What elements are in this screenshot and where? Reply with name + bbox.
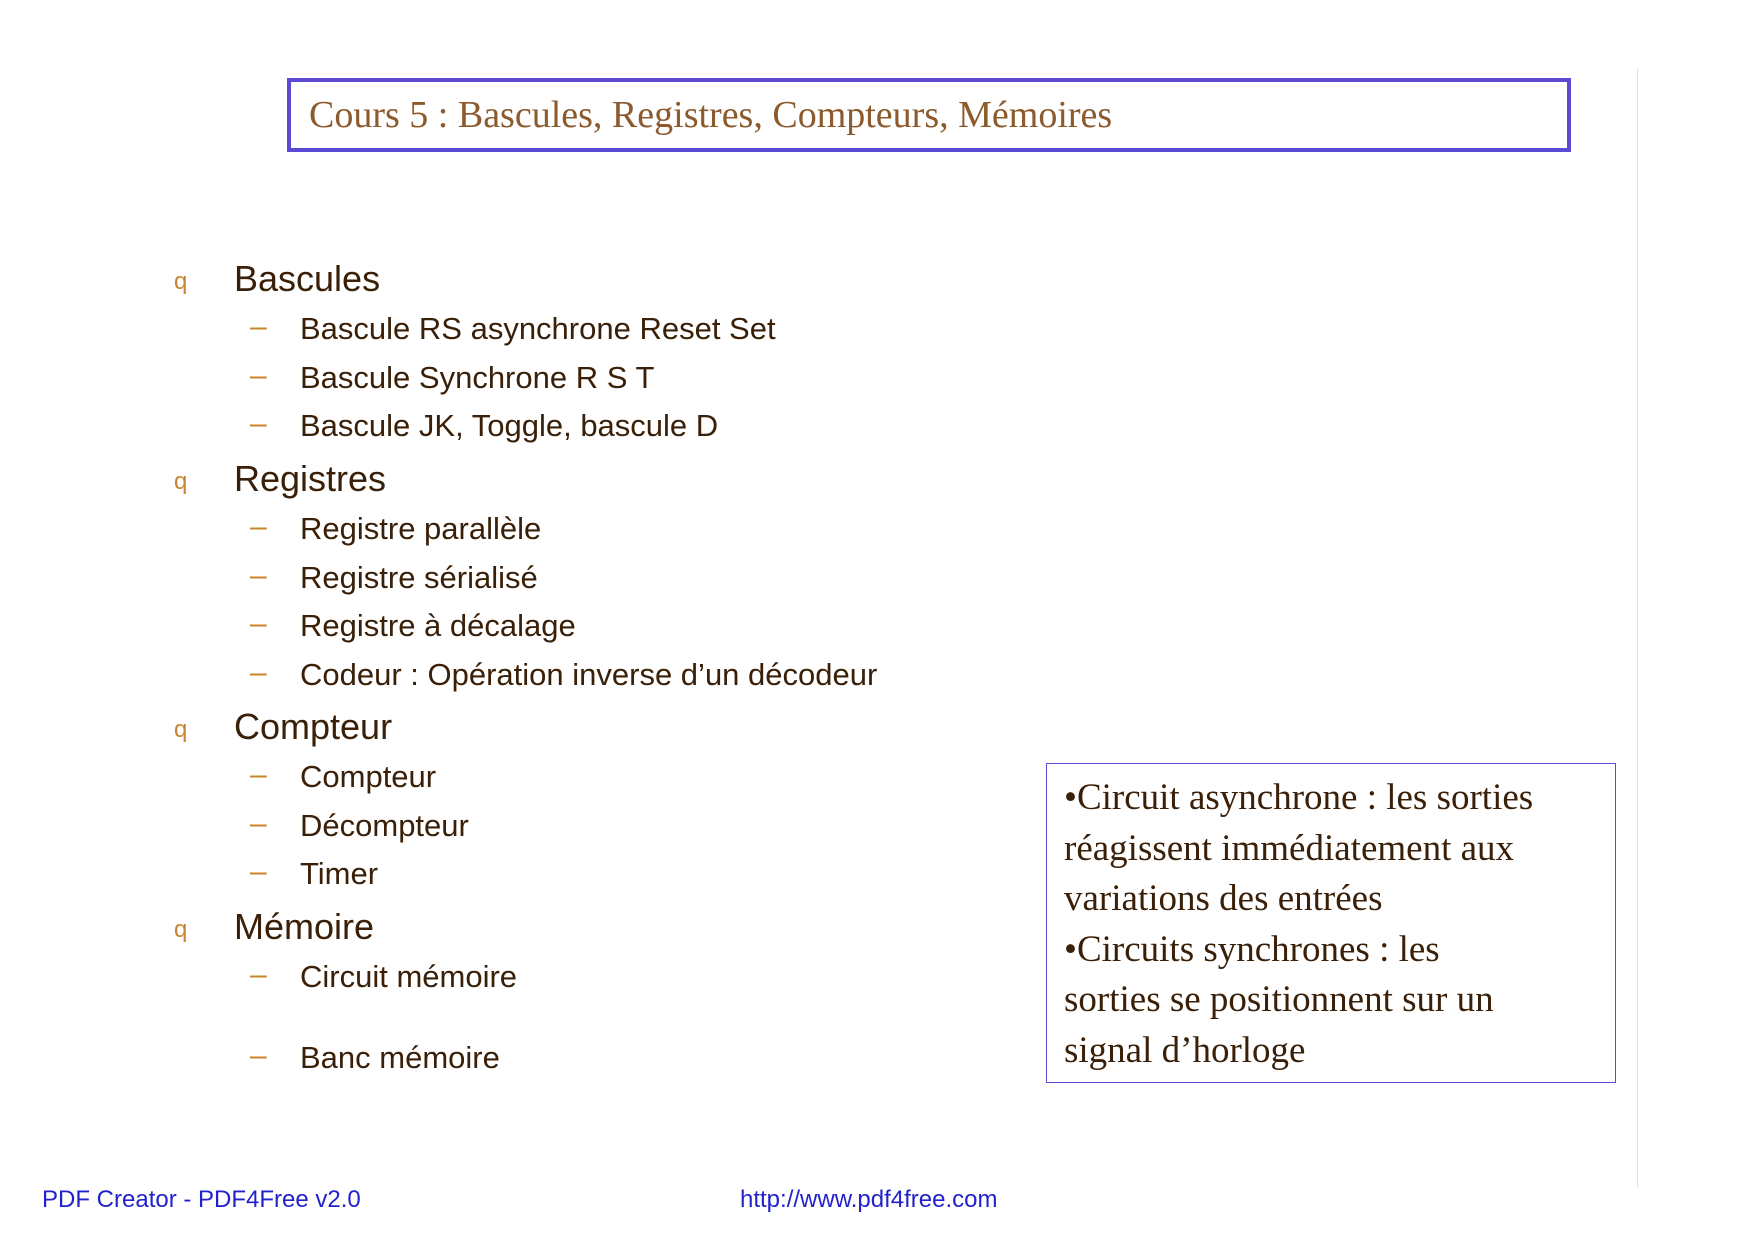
list-item: Banc mémoire [300, 1039, 500, 1075]
dash-icon: – [250, 958, 267, 991]
note-line: sorties se positionnent sur un [1064, 979, 1494, 1020]
note-box [1046, 763, 1616, 1083]
note-line: •Circuits synchrones : les [1064, 928, 1440, 970]
dash-icon: – [250, 655, 267, 689]
slide-title: Cours 5 : Bascules, Registres, Compteurs, Mémoires [309, 94, 1113, 136]
page-divider [1637, 68, 1638, 1188]
list-item: Compteur [300, 759, 437, 794]
bullet-icon: q [174, 916, 188, 943]
list-item: Circuit mémoire [300, 959, 518, 994]
section-title: Compteur [234, 706, 393, 747]
list-item: Registre parallèle [300, 511, 542, 546]
footer-creator: PDF Creator - PDF4Free v2.0 [42, 1186, 361, 1213]
dash-icon: – [250, 806, 267, 840]
list-item: Bascule JK, Toggle, bascule D [300, 408, 719, 443]
list-item: Bascule Synchrone R S T [300, 359, 655, 395]
dash-icon: – [250, 607, 267, 640]
note-line: signal d’horloge [1064, 1029, 1306, 1071]
list-item: Décompteur [300, 807, 469, 843]
dash-icon: – [250, 758, 267, 791]
dash-icon: – [250, 510, 267, 543]
list-item: Codeur : Opération inverse d’un décodeur [300, 656, 878, 692]
dash-icon: – [250, 358, 267, 392]
list-item: Registre à décalage [300, 608, 576, 643]
dash-icon: – [250, 1038, 267, 1072]
bullet-icon: q [174, 716, 188, 743]
bullet-icon: q [174, 268, 188, 295]
dash-icon: – [250, 558, 267, 592]
list-item: Registre sérialisé [300, 559, 538, 595]
section-title: Registres [234, 458, 387, 499]
bullet-icon: q [174, 468, 188, 495]
note-line: variations des entrées [1064, 878, 1383, 919]
title-box [287, 78, 1571, 152]
note-line: réagissent immédiatement aux [1064, 827, 1515, 869]
list-item: Bascule RS asynchrone Reset Set [300, 311, 776, 346]
footer-url[interactable]: http://www.pdf4free.com [740, 1186, 998, 1213]
note-line: •Circuit asynchrone : les sorties [1064, 777, 1534, 818]
list-item: Timer [300, 856, 379, 891]
dash-icon: – [250, 310, 267, 343]
dash-icon: – [250, 855, 267, 888]
section-title: Bascules [234, 258, 381, 299]
section-title: Mémoire [234, 906, 375, 947]
dash-icon: – [250, 407, 267, 440]
